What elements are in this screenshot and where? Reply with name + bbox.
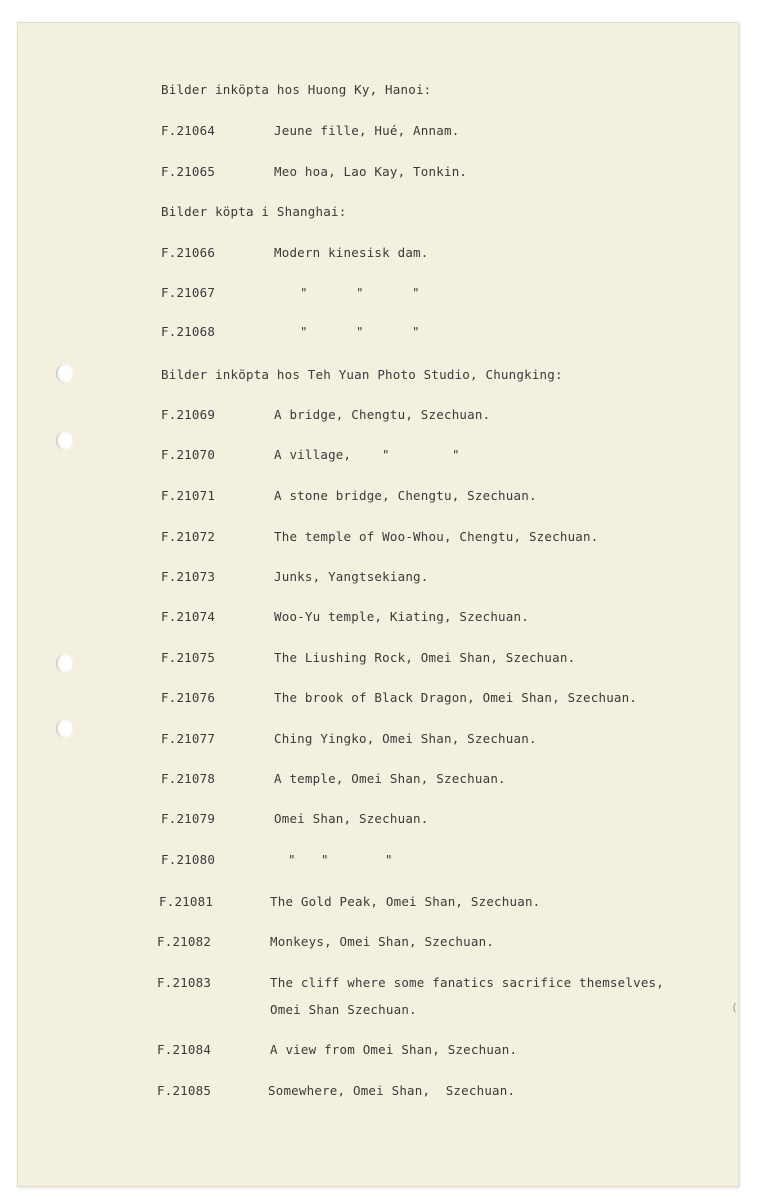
photo-description: The Liushing Rock, Omei Shan, Szechuan. [274,650,576,665]
ditto-mark: " [382,447,390,462]
photo-description: A bridge, Chengtu, Szechuan. [274,407,491,422]
photo-description: Omei Shan, Szechuan. [274,811,429,826]
photo-description: The temple of Woo-Whou, Chengtu, Szechuan. [274,529,599,544]
photo-description: A stone bridge, Chengtu, Szechuan. [274,488,537,503]
catalog-number: F.21078 [161,771,216,786]
catalog-number: F.21070 [161,447,216,462]
ditto-mark: " [385,852,393,867]
ditto-mark: " [412,324,420,339]
catalog-number: F.21082 [157,934,212,949]
ditto-mark: " [412,285,420,300]
photo-description: A view from Omei Shan, Szechuan. [270,1042,518,1057]
photo-description: The cliff where some fanatics sacrifice themselves, [270,975,665,990]
photo-description: Somewhere, Omei Shan, Szechuan. [268,1083,516,1098]
photo-description: Meo hoa, Lao Kay, Tonkin. [274,164,468,179]
ditto-mark: " [356,285,364,300]
punch-hole [56,431,73,450]
photo-description: A temple, Omei Shan, Szechuan. [274,771,506,786]
catalog-number: F.21084 [157,1042,212,1057]
catalog-number: F.21072 [161,529,216,544]
punch-hole [56,654,73,673]
photo-description: The Gold Peak, Omei Shan, Szechuan. [270,894,541,909]
ditto-mark: " [356,324,364,339]
catalog-number: F.21080 [161,852,216,867]
catalog-number: F.21083 [157,975,212,990]
section-heading-shanghai: Bilder köpta i Shanghai: [161,204,347,219]
catalog-number: F.21068 [161,324,216,339]
ditto-mark: " [321,852,329,867]
margin-mark: ( [731,1001,738,1014]
ditto-mark: " [288,852,296,867]
photo-description: Jeune fille, Hué, Annam. [274,123,460,138]
catalog-number: F.21066 [161,245,216,260]
catalog-number: F.21085 [157,1083,212,1098]
catalog-number: F.21071 [161,488,216,503]
photo-description: Monkeys, Omei Shan, Szechuan. [270,934,495,949]
photo-description: Junks, Yangtsekiang. [274,569,429,584]
section-heading-chungking: Bilder inköpta hos Teh Yuan Photo Studio, Chungking: [161,367,563,382]
catalog-number: F.21065 [161,164,216,179]
catalog-number: F.21074 [161,609,216,624]
catalog-number: F.21081 [159,894,214,909]
photo-description: A village, [274,447,352,462]
ditto-mark: " [300,324,308,339]
photo-description: Woo-Yu temple, Kiating, Szechuan. [274,609,529,624]
photo-description-continued: Omei Shan Szechuan. [270,1002,417,1017]
catalog-number: F.21073 [161,569,216,584]
catalog-number: F.21076 [161,690,216,705]
ditto-mark: " [452,447,460,462]
catalog-number: F.21069 [161,407,216,422]
punch-hole [56,364,73,383]
catalog-number: F.21064 [161,123,216,138]
section-heading-hanoi: Bilder inköpta hos Huong Ky, Hanoi: [161,82,432,97]
catalog-number: F.21079 [161,811,216,826]
photo-description: Modern kinesisk dam. [274,245,429,260]
photo-description: The brook of Black Dragon, Omei Shan, Szechuan. [274,690,638,705]
photo-description: Ching Yingko, Omei Shan, Szechuan. [274,731,537,746]
catalog-number: F.21075 [161,650,216,665]
document-page [17,22,739,1187]
catalog-number: F.21067 [161,285,216,300]
catalog-number: F.21077 [161,731,216,746]
punch-hole [56,719,73,738]
ditto-mark: " [300,285,308,300]
